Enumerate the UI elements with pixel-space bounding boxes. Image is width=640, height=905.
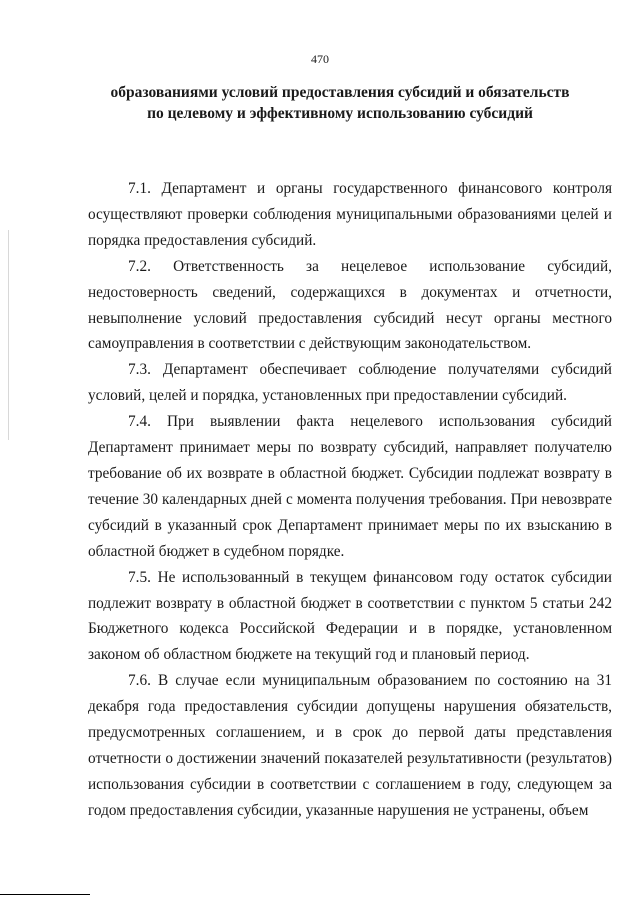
paragraph-7-5: 7.5. Не использованный в текущем финансовом году остаток субсидии подлежит возврату в областной бюджет в соответствии с пунктом 5 статьи 242 Бюджетного кодекса Российской Федерации и в порядке, установленном законом об областном бюджете на текущий год и плановый период.	[88, 568, 612, 664]
footnote-divider	[0, 894, 90, 895]
section-heading	[60, 82, 620, 124]
document-body	[88, 176, 612, 824]
scan-margin-line	[8, 230, 9, 440]
page-number: 470	[311, 52, 329, 66]
heading-line: по целевому и эффективному использованию субсидий	[147, 105, 533, 122]
heading-line: образованиями условий предоставления субсидий и обязательств	[110, 84, 570, 101]
paragraph-7-1: 7.1. Департамент и органы государственного финансового контроля осуществляют проверки соблюдения муниципальными образованиями целей и порядка предоставления субсидий.	[88, 180, 612, 249]
paragraph-7-4: 7.4. При выявлении факта нецелевого использования субсидий Департамент принимает меры по возврату субсидий, направляет получателю требование об их возврате в областной бюджет. Субсидии подлежат возврату в течение 30 календарных дней с момента получения требования. При невозврате субсидий в указанный срок Департамент принимает меры по их взысканию в областной бюджет в судебном порядке.	[88, 413, 612, 560]
paragraph-7-3: 7.3. Департамент обеспечивает соблюдение получателями субсидий условий, целей и порядка, установленных при предоставлении субсидий.	[88, 361, 612, 405]
paragraph-7-6: 7.6. В случае если муниципальным образованием по состоянию на 31 декабря года предоставления субсидии допущены нарушения обязательств, предусмотренных соглашением, и в срок до первой даты представления отчетности о достижении значений показателей результативности (результатов) использования субсидии в соответствии с соглашением в году, следующем за годом предоставления субсидии, указанные нарушения не устранены, объем	[88, 672, 612, 819]
paragraph-7-2: 7.2. Ответственность за нецелевое использование субсидий, недостоверность сведений, содержащихся в документах и отчетности, невыполнение условий предоставления субсидий несут органы местного самоуправления в соответствии с действующим законодательством.	[88, 257, 612, 353]
